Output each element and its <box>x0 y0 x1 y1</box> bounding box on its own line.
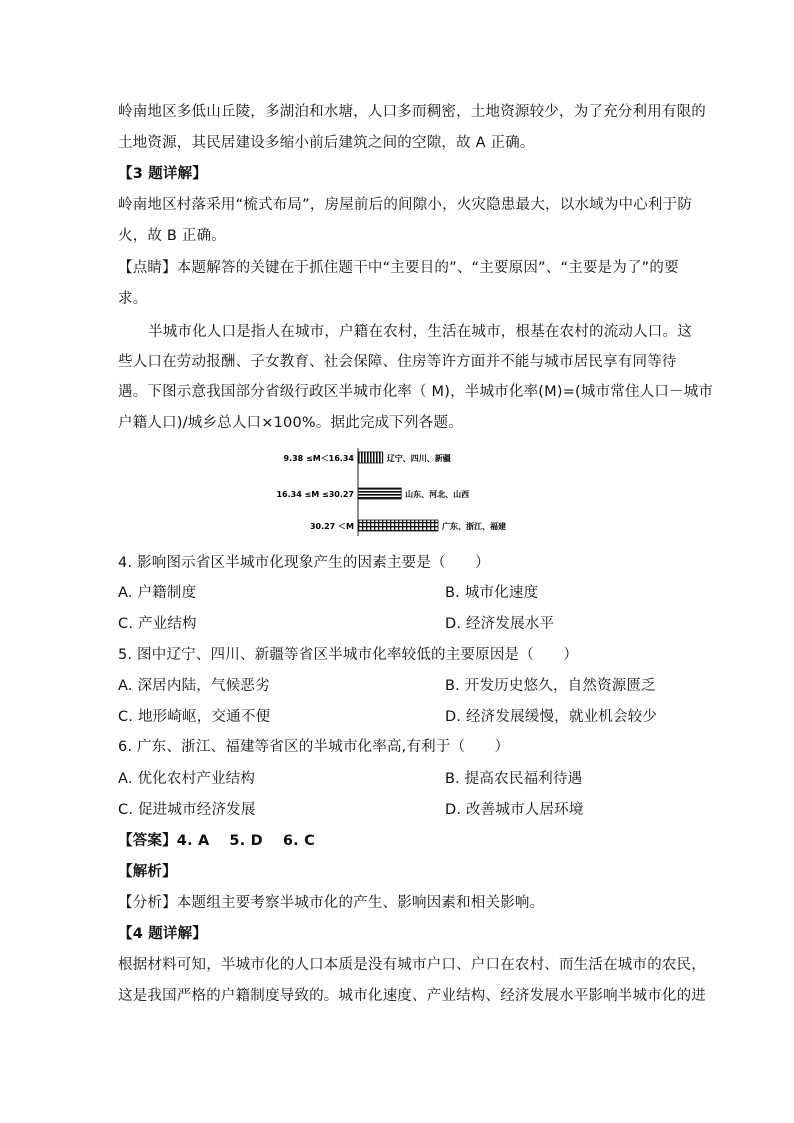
paragraph-line: 求。 <box>118 291 148 307</box>
question-5-option-d: D. 经济发展缓慢，就业机会较少 <box>445 709 658 725</box>
paragraph-line: 岭南地区村落采用“梳式布局”，房屋前后的间隙小，火灾隐患最大，以水域为中心利于防 <box>118 197 693 213</box>
paragraph-line: 土地资源，其民居建设多缩小前后建筑之间的空隙，故 A 正确。 <box>118 135 535 151</box>
paragraph-line: 些人口在劳动报酬、子女教育、社会保障、住房等许方面并不能与城市居民享有同等待 <box>118 354 677 370</box>
chart-bar <box>358 488 401 499</box>
chart-category-label: 30.27 ＜M <box>309 522 354 531</box>
answer-line: 【答案】4. A 5. D 6. C <box>118 833 315 849</box>
paragraph-line: 火，故 B 正确。 <box>118 228 226 244</box>
paragraph-line: 户籍人口)/城乡总人口×100%。据此完成下列各题。 <box>118 415 463 431</box>
question-6-option-d: D. 改善城市人居环境 <box>445 802 584 818</box>
paragraph-line: 这是我国严格的户籍制度导致的。城市化速度、产业结构、经济发展水平影响半城市化的进 <box>118 988 706 1004</box>
question-4-option-b: B. 城市化速度 <box>445 585 539 601</box>
chart-bar-label: 辽宁、四川、新疆 <box>386 454 451 463</box>
question-5-option-b: B. 开发历史悠久，自然资源匮乏 <box>445 678 656 694</box>
chart-bar-label: 广东、浙江、福建 <box>442 522 506 531</box>
paragraph-line: 【点睛】本题解答的关键在于抓住题干中“主要目的”、“主要原因”、“主要是为了”的要 <box>118 260 679 276</box>
question-6-option-a: A. 优化农村产业结构 <box>118 771 256 787</box>
paragraph-line: 根据材料可知，半城市化的人口本质是没有城市户口、户口在农村、而生活在城市的农民， <box>118 957 706 973</box>
semi-urbanization-bar-chart <box>262 446 532 538</box>
paragraph-line: 岭南地区多低山丘陵，多湖泊和水塘，人口多而稠密，土地资源较少，为了充分利用有限的 <box>118 104 706 120</box>
analysis-heading: 【解析】 <box>118 864 177 880</box>
paragraph-line: 半城市化人口是指人在城市，户籍在农村，生活在城市，根基在农村的流动人口。这 <box>148 324 692 340</box>
paragraph-line: 遇。下图示意我国部分省级行政区半城市化率（ M)，半城市化率(M)=(城市常住人口－城市 <box>118 384 714 400</box>
question-5-option-c: C. 地形崎岖，交通不便 <box>118 709 271 725</box>
question-6-stem: 6. 广东、浙江、福建等省区的半城市化率高,有利于（ ） <box>118 739 510 755</box>
analysis-line: 【分析】本题组主要考察半城市化的产生、影响因素和相关影响。 <box>118 895 545 911</box>
section-heading: 【3 题详解】 <box>118 166 208 182</box>
question-5-stem: 5. 图中辽宁、四川、新疆等省区半城市化率较低的主要原因是（ ） <box>118 647 579 663</box>
question-4-option-c: C. 产业结构 <box>118 616 197 632</box>
chart-bar <box>358 520 438 531</box>
chart-bar <box>358 452 383 463</box>
question-4-stem: 4. 影响图示省区半城市化现象产生的因素主要是（ ） <box>118 555 490 571</box>
question-6-option-c: C. 促进城市经济发展 <box>118 802 256 818</box>
question-5-option-a: A. 深居内陆，气候恶劣 <box>118 678 270 694</box>
q4-detail-heading: 【4 题详解】 <box>118 926 208 942</box>
question-4-option-d: D. 经济发展水平 <box>445 616 555 632</box>
question-6-option-b: B. 提高农民福利待遇 <box>445 771 583 787</box>
question-4-option-a: A. 户籍制度 <box>118 585 197 601</box>
chart-category-label: 9.38 ≤M＜16.34 <box>283 454 354 463</box>
chart-bar-label: 山东、河北、山西 <box>405 490 470 499</box>
chart-category-label: 16.34 ≤M ≤30.27 <box>276 490 354 499</box>
